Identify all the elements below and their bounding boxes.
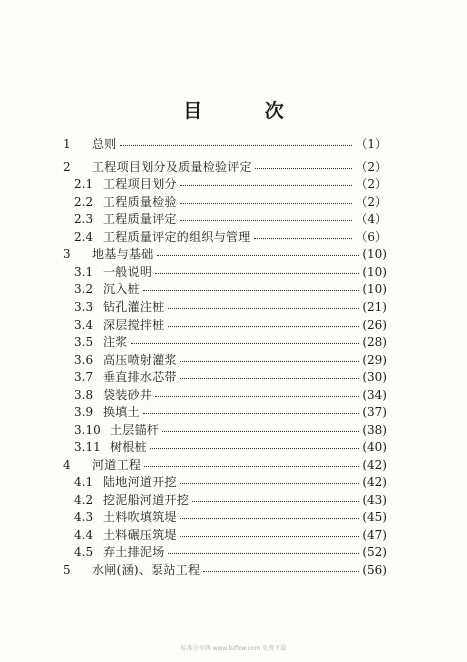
toc-entry-title: 袋装砂井: [103, 388, 153, 402]
toc-entry-page: (26): [362, 318, 387, 332]
toc-entry-number: 3.3: [74, 300, 94, 314]
toc-entry-number: 4.1: [74, 475, 94, 489]
toc-dot-leader: [180, 507, 359, 527]
toc-entry-number: 4.3: [74, 510, 94, 524]
toc-entry-title: 垂直排水芯带: [103, 370, 177, 384]
toc-entry-number: 2.4: [74, 230, 94, 244]
toc-entry-page: (52): [362, 545, 387, 559]
toc-entry-title: 陆地河道开挖: [103, 475, 177, 489]
toc-entry-page: (10): [362, 265, 387, 279]
toc-entry-number: 3.5: [74, 335, 94, 349]
toc-dot-leader: [180, 174, 352, 194]
toc-entry-page: （2）: [355, 160, 387, 174]
toc-entry-page: (42): [362, 458, 387, 472]
toc-entry-title: 河道工程: [92, 458, 142, 472]
toc-entry-title: 工程质量检验: [103, 195, 177, 209]
toc-entry-number: 3: [63, 247, 71, 261]
toc-entry[interactable]: [0, 437, 467, 457]
toc-entry-title: 土层锚杆: [110, 423, 160, 437]
toc-entry-page: (10): [362, 247, 387, 261]
toc-entry-title: 沉入桩: [103, 282, 140, 296]
toc-entry-number: 2.2: [74, 195, 94, 209]
toc-dot-leader: [143, 279, 359, 299]
toc-entry[interactable]: [0, 542, 467, 562]
toc-entry-page: (40): [362, 440, 387, 454]
toc-dot-leader: [180, 472, 359, 492]
toc-entry-page: (37): [362, 405, 387, 419]
toc-entry-title: 树根桩: [110, 440, 147, 454]
toc-entry-number: 3.11: [74, 440, 101, 454]
toc-entry-number: 3.10: [74, 423, 101, 437]
toc-entry[interactable]: [0, 472, 467, 492]
toc-entry-title: 工程质量评定: [103, 212, 177, 226]
toc-entry-page: (10): [362, 282, 387, 296]
toc-entry-page: (42): [362, 475, 387, 489]
toc-entry-page: (43): [362, 493, 387, 507]
toc-entry-title: 土料吹填筑堤: [103, 510, 177, 524]
toc-dot-leader: [180, 367, 359, 387]
toc-entry-page: (28): [362, 335, 387, 349]
toc-entry-title: 换填土: [103, 405, 140, 419]
toc-entry-number: 1: [63, 137, 71, 151]
toc-entry[interactable]: [0, 279, 467, 299]
toc-dot-leader: [180, 209, 352, 229]
toc-entry-title: 高压喷射灌浆: [103, 353, 177, 367]
toc-entry-title: 挖泥船河道开挖: [103, 493, 190, 507]
toc-entry-page: (30): [362, 370, 387, 384]
toc-entry-number: 4: [63, 458, 71, 472]
toc-entry-title: 钻孔灌注桩: [103, 300, 165, 314]
toc-entry-title: 工程项目划分: [103, 177, 177, 191]
toc-dot-leader: [203, 560, 359, 580]
toc-entry-number: 3.6: [74, 353, 94, 367]
toc-entry-title: 注浆: [103, 335, 128, 349]
toc-entry-title: 土料碾压筑堤: [103, 528, 177, 542]
toc-entry-number: 2.3: [74, 212, 94, 226]
toc-entry-number: 2: [63, 160, 71, 174]
toc-entry[interactable]: [0, 244, 467, 264]
toc-entry-title: 深层搅拌桩: [103, 318, 165, 332]
toc-entry[interactable]: [0, 402, 467, 422]
toc-entry-number: 5: [63, 563, 71, 577]
toc-dot-leader: [157, 244, 359, 264]
toc-entry-number: 4.5: [74, 545, 94, 559]
toc-entry-page: (56): [362, 563, 387, 577]
toc-entry-number: 4.2: [74, 493, 94, 507]
toc-entry-page: (38): [362, 423, 387, 437]
toc-entry-page: (21): [362, 300, 387, 314]
toc-entry-page: （2）: [355, 195, 387, 209]
toc-entry[interactable]: [0, 332, 467, 352]
toc-dot-leader: [120, 134, 352, 154]
toc-entry[interactable]: [0, 209, 467, 229]
toc-entry-page: (45): [362, 510, 387, 524]
toc-entry[interactable]: [0, 507, 467, 527]
toc-entry[interactable]: [0, 560, 467, 580]
toc-entry-title: 工程项目划分及质量检验评定: [92, 160, 252, 174]
page-title: 目 次: [183, 100, 312, 122]
toc-entry[interactable]: [0, 134, 467, 154]
toc-dot-leader: [131, 332, 359, 352]
toc-entry-title: 总则: [92, 137, 117, 151]
toc-entry[interactable]: [0, 367, 467, 387]
toc-entry[interactable]: [0, 297, 467, 317]
toc-entry-title: 地基与基础: [92, 247, 154, 261]
toc-entry-number: 3.9: [74, 405, 94, 419]
toc-dot-leader: [150, 437, 359, 457]
toc-dot-leader: [143, 402, 359, 422]
toc-entry-page: (47): [362, 528, 387, 542]
toc-entry-page: （1）: [355, 137, 387, 151]
watermark-footer: 标准分享网 www.bzfxw.com 免费下载: [180, 645, 287, 652]
toc-entry-number: 3.1: [74, 265, 94, 279]
toc-entry-number: 3.8: [74, 388, 94, 402]
toc-entry-title: 工程质量评定的组织与管理: [103, 230, 251, 244]
toc-entry-number: 3.7: [74, 370, 94, 384]
toc-entry-number: 4.4: [74, 528, 94, 542]
toc-entry-page: （4）: [355, 212, 387, 226]
toc-entry-title: 弃土排泥场: [103, 545, 165, 559]
toc-dot-leader: [168, 297, 359, 317]
toc-entry-title: 水闸(涵)、泵站工程: [92, 563, 201, 577]
toc-entry-title: 一般说明: [103, 265, 153, 279]
toc-entry[interactable]: [0, 174, 467, 194]
toc-dot-leader: [168, 542, 359, 562]
toc-entry-page: （6）: [355, 230, 387, 244]
toc-entry-number: 3.4: [74, 318, 94, 332]
toc-entry-number: 3.2: [74, 282, 94, 296]
toc-entry-page: (29): [362, 353, 387, 367]
toc-entry-page: (34): [362, 388, 387, 402]
toc-entry-page: （2）: [355, 177, 387, 191]
toc-entry-number: 2.1: [74, 177, 94, 191]
